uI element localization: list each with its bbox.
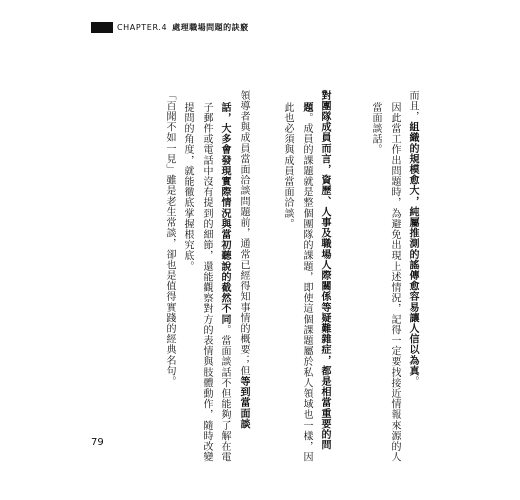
emphasis-text: 等到當面談 — [238, 376, 249, 430]
body-segment: 。當面談話不但能夠了解在電 — [219, 324, 230, 463]
chapter-marker-bar — [91, 22, 113, 33]
text-column — [404, 90, 420, 387]
emphasis-text: 話，大多會發現實際情況與當初聽說的截然不同 — [219, 102, 230, 325]
text-column — [298, 102, 314, 462]
body-segment: 此也必須與成員當面洽談。 — [282, 102, 293, 230]
text-column — [367, 102, 383, 155]
text-column — [316, 90, 332, 450]
body-segment: 。成員的課題就是整個團隊的課題，即使這個課題屬於私人領域也一樣，因 — [301, 112, 312, 463]
body-segment: 。 — [407, 376, 418, 387]
emphasis-text: 對團隊成員而言，資歷、人事及職場人際關係等疑難雜症，都是相當重要的問 — [319, 90, 330, 451]
running-header — [117, 21, 249, 34]
text-column — [216, 102, 232, 462]
text-column — [179, 102, 195, 272]
body-segment: 因此當工作出問題時，為避免出現上述情況，記得一定要找接近情報來源的人 — [389, 102, 400, 463]
body-segment: 而且， — [407, 90, 418, 122]
chapter-title: 處理職場問題的訣竅 — [172, 23, 249, 32]
page-number: 79 — [91, 437, 104, 448]
text-column — [161, 90, 177, 387]
body-segment: 當面談話。 — [370, 102, 381, 155]
emphasis-text: 題 — [301, 102, 312, 113]
text-column — [235, 90, 251, 429]
text-column — [386, 102, 402, 462]
text-column — [279, 102, 295, 229]
text-column — [198, 102, 214, 462]
emphasis-text: 組織的規模愈大，純屬推測的謠傳愈容易讓人信以為真 — [407, 121, 418, 377]
body-segment: 子郵件或電話中沒有提到的細節，還能觀察對方的表情與肢體動作，隨時改變 — [201, 102, 212, 463]
chapter-label: CHAPTER.4 — [117, 23, 168, 32]
body-segment: 「百聞不如一見」雖是老生常談，卻也是值得實踐的經典名句。 — [164, 90, 175, 387]
body-segment: 提問的角度，就能徹底掌握根究底。 — [182, 102, 193, 272]
body-segment: 領導者與成員當面洽談問題前，通常已經得知事情的概要；但 — [238, 90, 249, 377]
